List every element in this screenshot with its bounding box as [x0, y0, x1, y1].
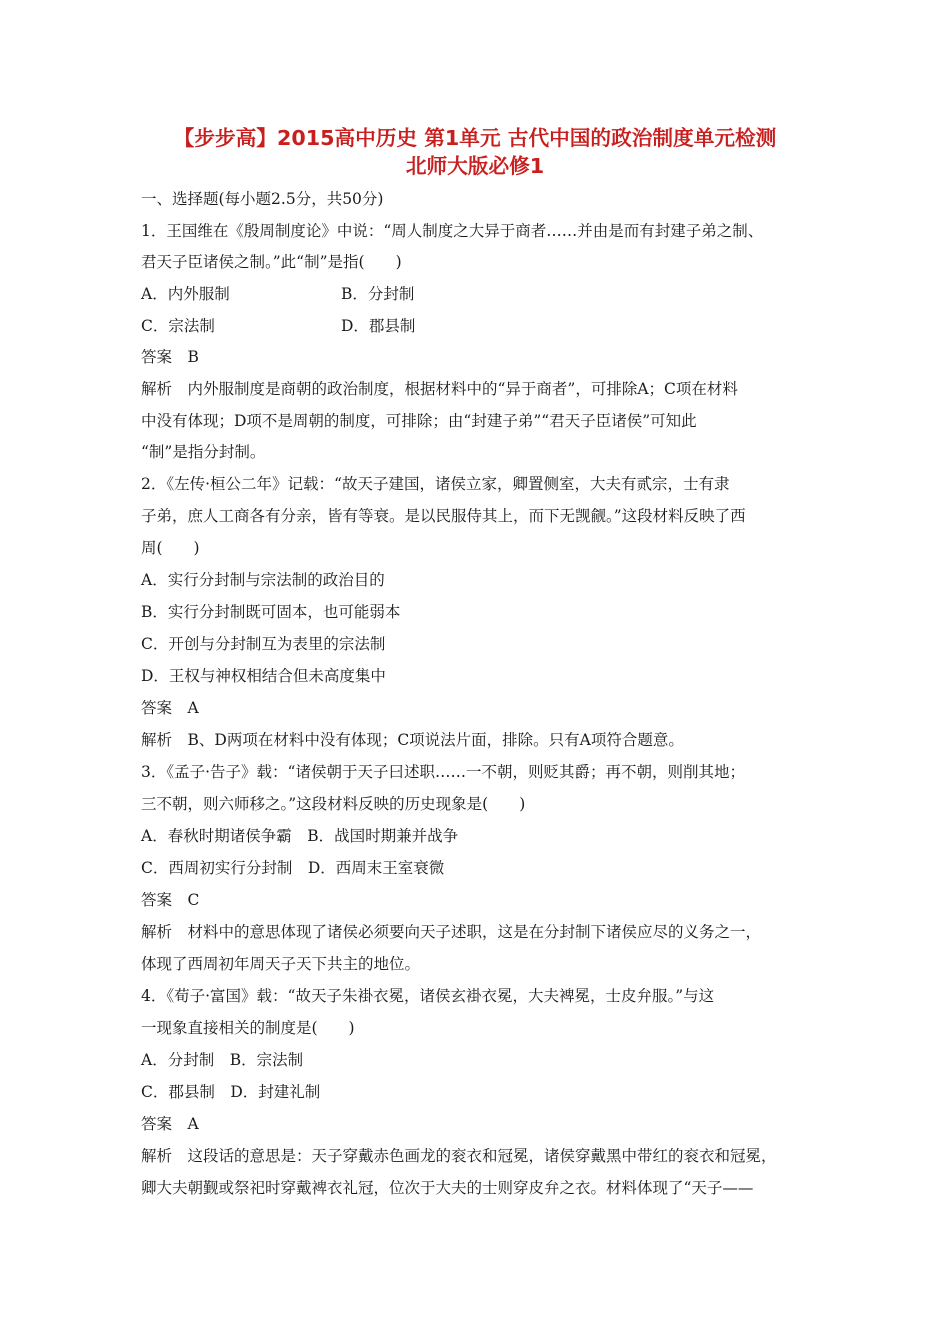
q4-stem-line2: 一现象直接相关的制度是( )	[141, 1019, 355, 1037]
q2-explanation-line1: 解析 B、D两项在材料中没有体现；C项说法片面，排除。只有A项符合题意。	[141, 731, 684, 749]
q4-answer: 答案 A	[141, 1115, 199, 1133]
q1-option-a: A．内外服制	[141, 285, 230, 303]
q1-answer: 答案 B	[141, 348, 199, 366]
q3-explanation-line2: 体现了西周初年周天子天下共主的地位。	[141, 955, 421, 973]
document-title-line2: 北师大版必修1	[405, 154, 545, 178]
q1-stem-line1: 1．王国维在《殷周制度论》中说：“周人制度之大异于商者……并由是而有封建子弟之制、	[141, 222, 764, 240]
q1-option-c: C．宗法制	[141, 317, 215, 335]
q2-stem-line1: 2．《左传·桓公二年》记载：“故天子建国，诸侯立家，卿置侧室，大夫有贰宗，士有隶	[141, 475, 730, 493]
document-title-line1: 【步步高】2015高中历史 第1单元 古代中国的政治制度单元检测	[173, 126, 777, 150]
q4-explanation-line1: 解析 这段话的意思是：天子穿戴赤色画龙的衮衣和冠冕，诸侯穿戴黑中带红的衮衣和冠冕，	[141, 1147, 777, 1165]
section-heading: 一、选择题(每小题2.5分，共50分)	[141, 190, 384, 208]
q3-options-cd: C．西周初实行分封制 D．西周末王室衰微	[141, 859, 445, 877]
q4-options-ab: A．分封制 B．宗法制	[141, 1051, 304, 1069]
q3-stem-line2: 三不朝，则六师移之。”这段材料反映的历史现象是( )	[141, 795, 526, 813]
q4-stem-line1: 4．《荀子·富国》载：“故天子朱褂衣冕，诸侯玄褂衣冕，大夫裨冕，士皮弁服。”与这	[141, 987, 715, 1005]
q1-explanation-line2: 中没有体现；D项不是周朝的制度，可排除；由“封建子弟”“君天子臣诸侯”可知此	[141, 412, 697, 430]
q1-option-b: B．分封制	[341, 285, 415, 303]
q3-stem-line1: 3．《孟子·告子》载：“诸侯朝于天子曰述职……一不朝，则贬其爵；再不朝，则削其地；	[141, 763, 745, 781]
q2-answer: 答案 A	[141, 699, 199, 717]
q2-option-b: B．实行分封制既可固本，也可能弱本	[141, 603, 401, 621]
q4-options-cd: C．郡县制 D．封建礼制	[141, 1083, 321, 1101]
q2-option-d: D．王权与神权相结合但未高度集中	[141, 667, 386, 685]
q3-options-ab: A．春秋时期诸侯争霸 B．战国时期兼并战争	[141, 827, 459, 845]
q1-option-d: D．郡县制	[341, 317, 416, 335]
q2-option-c: C．开创与分封制互为表里的宗法制	[141, 635, 386, 653]
q1-stem-line2: 君天子臣诸侯之制。”此“制”是指( )	[141, 253, 402, 271]
q1-explanation-line1: 解析 内外服制度是商朝的政治制度，根据材料中的“异于商者”，可排除A；C项在材料	[141, 380, 738, 398]
q1-explanation-line3: “制”是指分封制。	[141, 443, 266, 461]
q3-explanation-line1: 解析 材料中的意思体现了诸侯必须要向天子述职，这是在分封制下诸侯应尽的义务之一，	[141, 923, 762, 941]
q2-stem-line3: 周( )	[141, 539, 200, 557]
q2-stem-line2: 子弟，庶人工商各有分亲，皆有等衰。是以民服侍其上，而下无觊觎。”这段材料反映了西	[141, 507, 746, 525]
q3-answer: 答案 C	[141, 891, 200, 909]
q2-option-a: A．实行分封制与宗法制的政治目的	[141, 571, 385, 589]
q4-explanation-line2: 卿大夫朝觐或祭祀时穿戴裨衣礼冠，位次于大夫的士则穿皮弁之衣。材料体现了“天子——	[141, 1179, 754, 1197]
